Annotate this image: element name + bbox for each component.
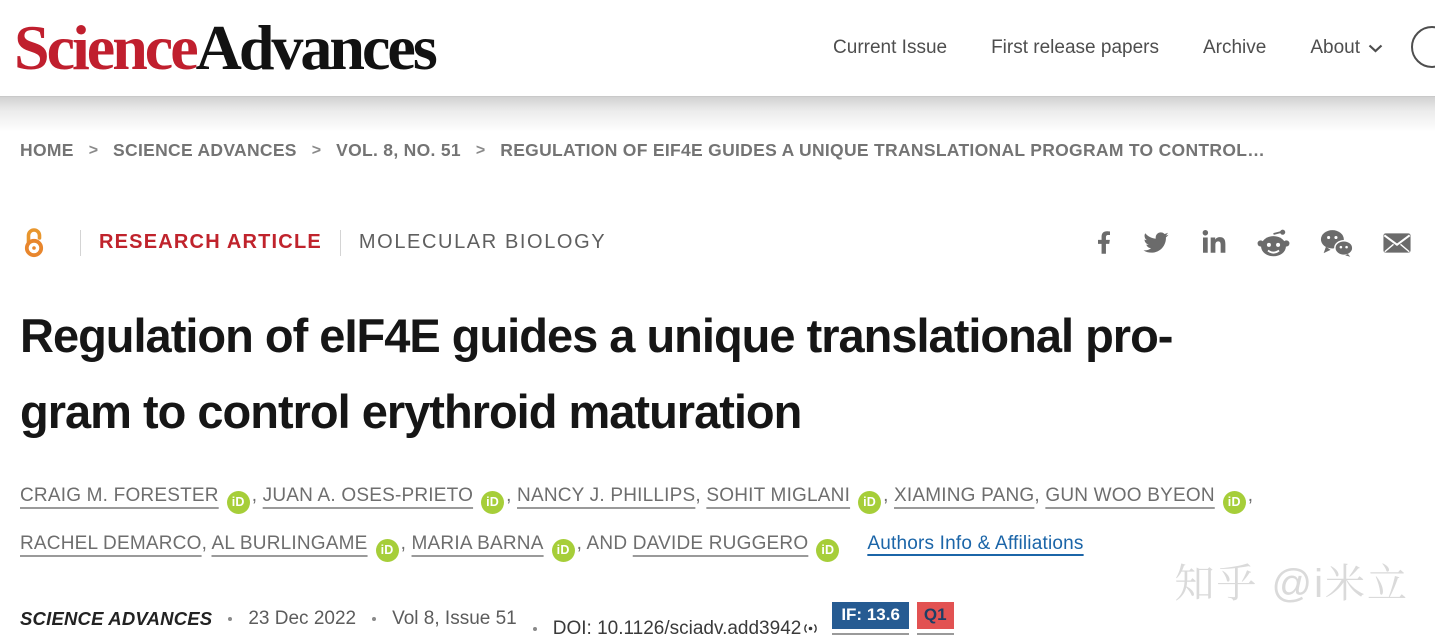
article-subject-label[interactable]: MOLECULAR BIOLOGY bbox=[358, 231, 607, 253]
divider bbox=[80, 230, 81, 256]
breadcrumb-item[interactable]: HOME bbox=[20, 140, 74, 160]
nav-item-about[interactable]: About bbox=[1310, 37, 1383, 59]
author-link[interactable]: MARIA BARNA bbox=[411, 533, 544, 554]
author-link[interactable]: DAVIDE RUGGERO bbox=[632, 533, 809, 554]
journal-name: SCIENCE ADVANCES bbox=[20, 607, 213, 629]
article-type-row bbox=[0, 189, 1435, 258]
author-link[interactable]: AL BURLINGAME bbox=[211, 533, 368, 554]
nav-item-archive[interactable]: Archive bbox=[1202, 37, 1267, 58]
author-link[interactable]: XIAMING PANG bbox=[894, 485, 1035, 506]
author-link[interactable]: NANCY J. PHILLIPS bbox=[517, 485, 696, 506]
orcid-icon[interactable]: iD bbox=[816, 539, 839, 562]
nav-item-current-issue[interactable]: Current Issue bbox=[833, 37, 948, 58]
open-access-icon bbox=[22, 227, 46, 258]
chevron-down-icon bbox=[1368, 37, 1383, 59]
divider bbox=[340, 230, 341, 256]
nav-item-first-release-papers[interactable]: First release papers bbox=[991, 37, 1159, 58]
chevron-right-icon: > bbox=[475, 141, 486, 159]
page-title bbox=[0, 258, 1435, 450]
linkedin-icon[interactable] bbox=[1201, 230, 1227, 256]
separator-dot bbox=[372, 617, 376, 621]
orcid-icon[interactable]: iD bbox=[1223, 491, 1246, 514]
separator-dot bbox=[228, 617, 232, 621]
doi-group bbox=[517, 618, 819, 637]
wechat-icon[interactable] bbox=[1320, 229, 1353, 257]
quartile-badge[interactable]: Q1 bbox=[917, 602, 954, 635]
author-link[interactable]: SOHIT MIGLANI bbox=[706, 485, 851, 506]
broadcast-icon bbox=[803, 622, 818, 635]
logo-advances: Advances bbox=[195, 12, 435, 83]
title-line-1: Regulation of eIF4E guides a unique translational pro- bbox=[20, 309, 1173, 362]
email-icon[interactable] bbox=[1383, 232, 1411, 254]
article-type-label[interactable]: RESEARCH ARTICLE bbox=[99, 231, 322, 253]
breadcrumb-item[interactable]: REGULATION OF EIF4E GUIDES A UNIQUE TRANSLATIONAL PROGRAM TO CONTROL… bbox=[500, 140, 1266, 160]
authors-list: CRAIG M. FORESTER iD , JUAN A. OSES-PRIETO iD , NANCY J. PHILLIPS, SOHIT MIGLANI iD , XIAMING PANG, GUN WOO BYEON iD , RACHEL DEMARCO, AL BURLINGAME iD , MARIA BARNA iD , AND DAVIDE RUGGERO iD bbox=[20, 485, 1253, 554]
impact-factor-badge[interactable]: IF: 13.6 bbox=[832, 602, 909, 635]
search-icon[interactable] bbox=[1411, 26, 1435, 68]
orcid-icon[interactable]: iD bbox=[481, 491, 504, 514]
volume-issue: Vol 8, Issue 51 bbox=[392, 607, 517, 629]
orcid-icon[interactable]: iD bbox=[858, 491, 881, 514]
facebook-icon[interactable] bbox=[1097, 229, 1111, 256]
watermark: 知乎 @i米立 bbox=[1174, 562, 1409, 606]
and-label: AND bbox=[586, 533, 633, 554]
author-link[interactable]: GUN WOO BYEON bbox=[1045, 485, 1215, 506]
authors-block bbox=[0, 450, 1330, 568]
author-link[interactable]: RACHEL DEMARCO bbox=[20, 533, 202, 554]
twitter-icon[interactable] bbox=[1141, 230, 1171, 255]
logo-science: Science bbox=[14, 12, 196, 83]
main-nav bbox=[833, 37, 1435, 59]
header-divider-band bbox=[0, 96, 1435, 132]
orcid-icon[interactable]: iD bbox=[376, 539, 399, 562]
chevron-right-icon: > bbox=[311, 141, 322, 159]
authors-info-link[interactable]: Authors Info & Affiliations bbox=[867, 533, 1084, 554]
breadcrumb-item[interactable]: SCIENCE ADVANCES bbox=[113, 140, 297, 160]
orcid-icon[interactable]: iD bbox=[552, 539, 575, 562]
breadcrumb bbox=[0, 132, 1435, 189]
article-meta-row bbox=[0, 602, 1435, 635]
separator-dot bbox=[533, 627, 537, 631]
journal-logo[interactable] bbox=[14, 12, 435, 83]
breadcrumb-item[interactable]: VOL. 8, NO. 51 bbox=[336, 140, 461, 160]
author-link[interactable]: CRAIG M. FORESTER bbox=[20, 485, 219, 506]
reddit-icon[interactable] bbox=[1257, 229, 1290, 257]
chevron-right-icon: > bbox=[88, 141, 99, 159]
publish-date: 23 Dec 2022 bbox=[248, 607, 357, 629]
orcid-icon[interactable]: iD bbox=[227, 491, 250, 514]
doi-link[interactable]: DOI: 10.1126/sciadv.add3942 bbox=[552, 617, 802, 637]
author-link[interactable]: JUAN A. OSES-PRIETO bbox=[262, 485, 474, 506]
share-toolbar bbox=[1097, 229, 1411, 257]
title-line-2: gram to control erythroid maturation bbox=[20, 385, 802, 438]
site-header bbox=[0, 0, 1435, 96]
